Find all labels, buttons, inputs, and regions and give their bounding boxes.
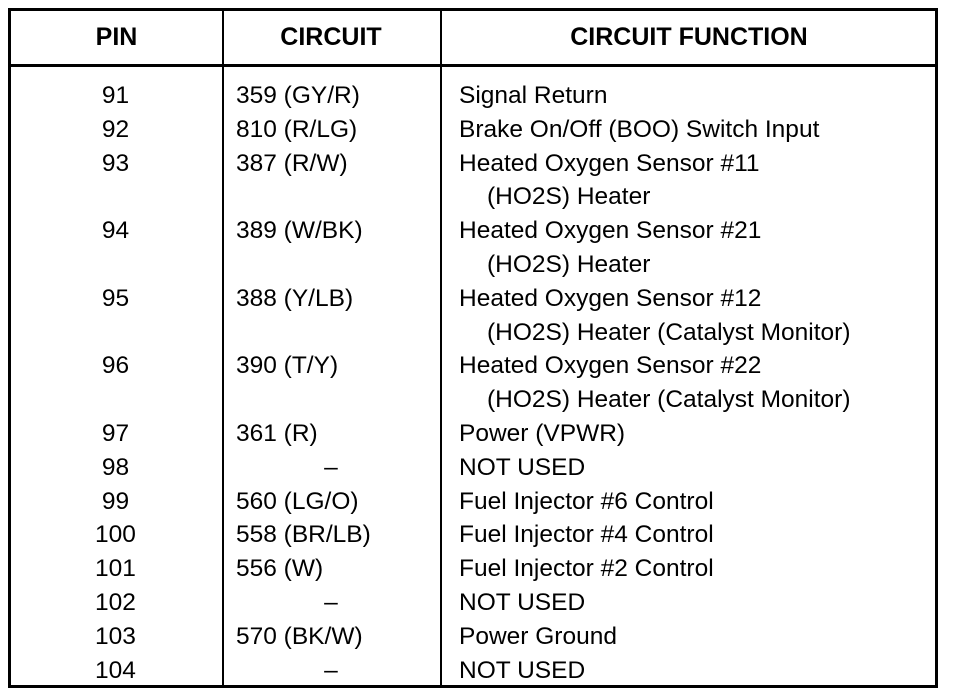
pin-number: 94	[101, 217, 130, 245]
table-body	[11, 79, 935, 687]
pin-cell	[11, 349, 222, 383]
function-line: Heated Oxygen Sensor #12	[459, 284, 762, 312]
function-line-continued: (HO2S) Heater	[487, 183, 651, 211]
pin-number: 98	[101, 453, 130, 481]
pin-cell	[11, 586, 222, 620]
table-row	[11, 485, 935, 519]
pin-cell	[11, 282, 222, 316]
table-row	[11, 147, 935, 215]
table-row	[11, 214, 935, 282]
circuit-function-cell	[459, 586, 585, 620]
circuit-cell: –	[324, 656, 338, 684]
pin-number: 91	[101, 82, 130, 109]
circuit-cell: 389 (W/BK)	[236, 217, 363, 245]
table-row	[11, 518, 935, 552]
table-row	[11, 282, 935, 350]
pin-number: 101	[95, 555, 136, 583]
function-line-continued: (HO2S) Heater (Catalyst Monitor)	[487, 386, 851, 414]
pin-cell	[11, 451, 222, 485]
header-pin: PIN	[95, 23, 138, 51]
function-line: Heated Oxygen Sensor #11	[459, 149, 760, 177]
function-line: Heated Oxygen Sensor #22	[459, 352, 762, 380]
circuit-function-cell	[459, 79, 607, 113]
function-line: Signal Return	[459, 82, 608, 109]
function-line: Power Ground	[459, 622, 617, 650]
function-line: NOT USED	[459, 453, 586, 481]
pin-number: 93	[101, 149, 130, 177]
circuit-cell: 810 (R/LG)	[236, 115, 358, 143]
function-line: NOT USED	[459, 588, 586, 616]
circuit-function-cell	[459, 620, 617, 654]
pin-number: 95	[101, 284, 130, 312]
circuit-cell: –	[324, 453, 338, 481]
pin-number: 104	[95, 656, 136, 684]
table-row	[11, 654, 935, 688]
table-row	[11, 417, 935, 451]
function-line-continued: (HO2S) Heater (Catalyst Monitor)	[487, 318, 851, 346]
circuit-cell: 556 (W)	[236, 555, 324, 583]
pin-cell	[11, 518, 222, 552]
pin-circuit-table	[8, 8, 938, 688]
circuit-function-cell	[459, 518, 714, 552]
header-circuit: CIRCUIT	[280, 23, 382, 51]
pin-cell	[11, 79, 222, 113]
function-line: NOT USED	[459, 656, 586, 684]
function-line: Fuel Injector #2 Control	[459, 555, 714, 583]
pin-number: 99	[101, 487, 130, 515]
function-line: Power (VPWR)	[459, 419, 626, 447]
function-line: Brake On/Off (BOO) Switch Input	[459, 115, 820, 143]
pin-number: 96	[101, 352, 130, 380]
circuit-function-cell	[459, 349, 851, 417]
circuit-cell: 388 (Y/LB)	[236, 284, 354, 312]
circuit-function-cell	[459, 282, 851, 350]
circuit-cell: 387 (R/W)	[236, 149, 348, 177]
table-row	[11, 79, 935, 113]
table-row	[11, 620, 935, 654]
circuit-function-cell	[459, 417, 625, 451]
circuit-function-cell	[459, 654, 585, 688]
table-row	[11, 349, 935, 417]
circuit-cell: 558 (BR/LB)	[236, 521, 371, 549]
pin-number: 103	[95, 622, 136, 650]
pin-cell	[11, 620, 222, 654]
circuit-cell: –	[324, 588, 338, 616]
circuit-function-cell	[459, 147, 760, 215]
table-row	[11, 451, 935, 485]
pin-cell	[11, 552, 222, 586]
pin-number: 102	[95, 588, 136, 616]
circuit-function-cell	[459, 113, 819, 147]
pin-cell	[11, 654, 222, 688]
circuit-function-cell	[459, 552, 714, 586]
header-divider	[11, 64, 935, 67]
circuit-cell: 570 (BK/W)	[236, 622, 363, 650]
header-circuit-function: CIRCUIT FUNCTION	[570, 23, 808, 51]
pin-cell	[11, 147, 222, 181]
pin-cell	[11, 485, 222, 519]
circuit-cell: 359 (GY/R)	[236, 82, 360, 109]
pin-cell	[11, 417, 222, 451]
function-line: Heated Oxygen Sensor #21	[459, 217, 762, 245]
circuit-cell: 361 (R)	[236, 419, 318, 447]
circuit-function-cell	[459, 485, 714, 519]
circuit-cell: 560 (LG/O)	[236, 487, 359, 515]
table-header	[11, 11, 935, 64]
pin-number: 100	[95, 521, 136, 549]
pin-cell	[11, 214, 222, 248]
function-line: Fuel Injector #6 Control	[459, 487, 714, 515]
function-line: Fuel Injector #4 Control	[459, 521, 714, 549]
function-line-continued: (HO2S) Heater	[487, 250, 651, 278]
circuit-function-cell	[459, 451, 585, 485]
table-row	[11, 113, 935, 147]
table-row	[11, 552, 935, 586]
pin-number: 97	[101, 419, 130, 447]
pin-cell	[11, 113, 222, 147]
table-row	[11, 586, 935, 620]
circuit-cell: 390 (T/Y)	[236, 352, 339, 380]
pin-number: 92	[101, 115, 130, 143]
circuit-function-cell	[459, 214, 761, 282]
